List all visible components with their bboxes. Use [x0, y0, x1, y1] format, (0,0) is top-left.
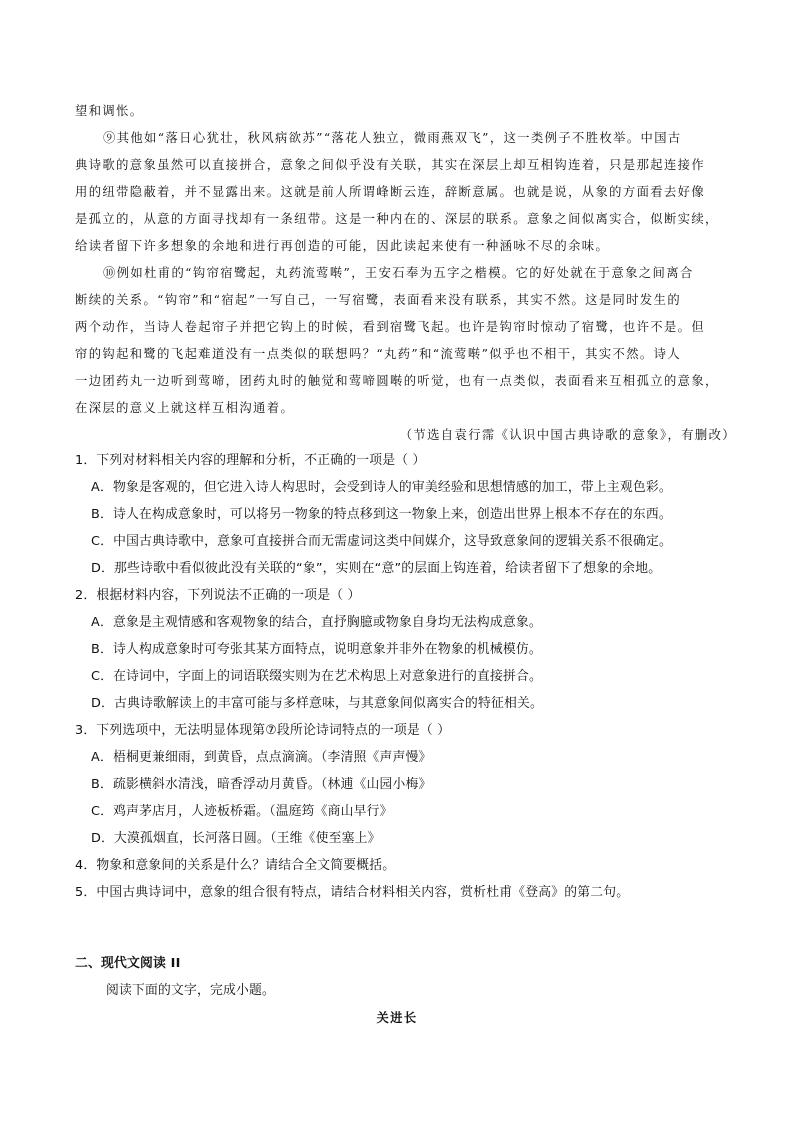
passage-line: 断续的关系。“钩帘”和“宿起”一写自己，一写宿鹭，表面看来没有联系，其实不然。这是同时发生的: [75, 293, 682, 307]
passage-line: 两个动作，当诗人卷起帘子并把它钩上的时候，看到宿鹭飞起。也许是钩帘时惊动了宿鹭，也许不是。但: [75, 320, 706, 334]
passage-line: 望和调怅。: [75, 104, 144, 118]
question-2-stem: 2．根据材料内容，下列说法不正确的一项是（ ）: [75, 588, 361, 603]
passage-line: 用的纽带隐蔽着，并不显露出来。这就是前人所谓峰断云连，辞断意属。也就是说，从象的方面看去好像: [75, 185, 706, 199]
question-1-option-c: C．中国古典诗歌中，意象可直接拼合而无需虚词这类中间媒介，这导致意象间的逻辑关系不很确定。: [91, 534, 672, 549]
passage-source: （节选自袁行霈《认识中国古典诗歌的意象》，有删改）: [399, 428, 736, 442]
passage-line: 典诗歌的意象虽然可以直接拼合，意象之间似乎没有关联，其实在深层上却互相钩连着，只是那起连接作: [75, 158, 706, 172]
question-4-stem: 4．物象和意象间的关系是什么？请结合全文简要概括。: [75, 858, 396, 873]
question-3-option-b: B．疏影横斜水清浅，暗香浮动月黄昏。（林逋《山园小梅》: [91, 777, 432, 792]
question-2-option-d: D．古典诗歌解读上的丰富可能与多样意味，与其意象间似离实合的特征相关。: [91, 696, 543, 711]
question-3-option-a: A．梧桐更兼细雨，到黄昏，点点滴滴。（李清照《声声慢》: [91, 750, 432, 765]
question-1-option-a: A．物象是客观的，但它进入诗人构思时，会受到诗人的审美经验和思想情感的加工，带上主观色彩。: [91, 480, 672, 495]
question-1-stem: 1．下列对材料相关内容的理解和分析，不正确的一项是（ ）: [75, 453, 426, 468]
passage-line: 帘的钩起和鹭的飞起难道没有一点类似的联想吗？“丸药”和“流莺啭”似乎也不相干，其实不然。诗人: [75, 347, 682, 361]
passage-line: 一边团药丸一边听到莺啼，团药丸时的触觉和莺啼圆啭的听觉，也有一点类似，表面看来互相孤立的意象，: [75, 374, 719, 388]
question-3-option-c: C．鸡声茅店月，人迹板桥霜。（温庭筠《商山早行》: [91, 804, 393, 819]
passage-paragraph-10: ⑩例如杜甫的“钩帘宿鹭起，丸药流莺啭”，王安石奉为五字之楷模。它的好处就在于意象之间离合: [103, 266, 694, 280]
question-3-option-d: D．大漠孤烟直，长河落日圆。（王维《使至塞上》: [91, 831, 381, 846]
question-2-option-b: B．诗人构成意象时可夸张其某方面特点，说明意象并非外在物象的机械模仿。: [91, 642, 542, 657]
article-title: 关进长: [376, 1010, 418, 1025]
question-1-option-d: D．那些诗歌中看似彼此没有关联的“象”，实则在“意”的层面上钩连着，给读者留下了想象的余地。: [91, 561, 662, 576]
question-1-option-b: B．诗人在构成意象时，可以将另一物象的特点移到这一物象上来，创造出世界上根本不存在的东西。: [91, 507, 672, 522]
passage-line: 给读者留下许多想象的余地和进行再创造的可能，因此读起来使有一种涵咏不尽的余味。: [75, 239, 610, 253]
question-2-option-a: A．意象是主观情感和客观物象的结合，直抒胸臆或物象自身均无法构成意象。: [91, 615, 542, 630]
passage-line: 是孤立的，从意的方面寻找却有一条纽带。这是一种内在的、深层的联系。意象之间似离实合，似断实续，: [75, 212, 719, 226]
question-3-stem: 3．下列选项中，无法明显体现第⑦段所论诗词特点的一项是（ ）: [75, 723, 451, 738]
question-2-option-c: C．在诗词中，字面上的词语联缀实则为在艺术构思上对意象进行的直接拼合。: [91, 669, 543, 684]
section-2-heading: 二、现代文阅读 II: [75, 956, 181, 971]
section-2-instruction: 阅读下面的文字，完成小题。: [106, 983, 275, 998]
passage-paragraph-9: ⑨其他如“落日心犹壮，秋风病欲苏”“落花人独立，微雨燕双飞”，这一类例子不胜枚举。中国古: [103, 131, 682, 145]
passage-line: 在深层的意义上就这样互相沟通着。: [75, 401, 295, 415]
question-5-stem: 5．中国古典诗词中，意象的组合很有特点，请结合材料相关内容，赏析杜甫《登高》的第二句。: [75, 885, 630, 900]
